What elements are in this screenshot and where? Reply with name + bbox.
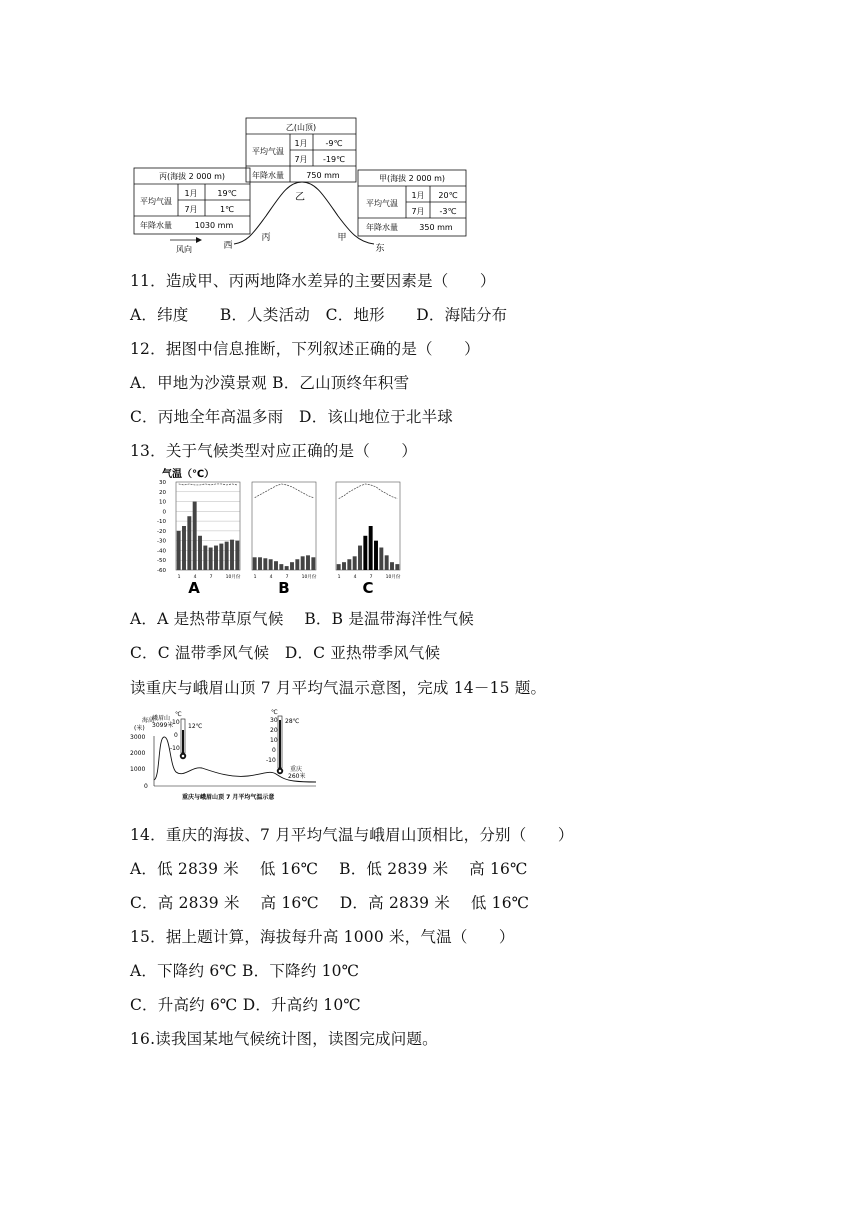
emei-alt: 3099米 [152, 722, 174, 729]
jia-precip-label: 年降水量 [366, 223, 398, 232]
precip-bar [390, 562, 394, 570]
yi-jul: 7月 [294, 155, 308, 164]
precip-bar [347, 559, 351, 570]
climate-charts-figure [148, 466, 418, 594]
jia-jan-val: 20℃ [438, 191, 458, 200]
precip-bar [269, 559, 273, 570]
x-tick-label: 10月份 [225, 575, 241, 580]
q16-stem: 16.读我国某地气候统计图，读图完成问题。 [130, 1030, 438, 1048]
alt-tick-3000: 3000 [130, 734, 146, 741]
therm2-tick-20: 20 [270, 727, 278, 734]
chart-frame [336, 482, 400, 570]
bing-jul-val: 1℃ [219, 205, 235, 214]
y-tick-label: 30 [159, 480, 166, 486]
q15-options-ab: A．下降约 6℃ B．下降约 10℃ [130, 962, 360, 980]
y-tick-label: 20 [159, 489, 166, 496]
west-label: 西 [223, 241, 233, 251]
emei-chongqing-figure [130, 706, 330, 806]
precip-bar [198, 536, 202, 570]
bing-jan-val: 19℃ [217, 189, 237, 198]
intro-14-15: 读重庆与峨眉山顶 7 月平均气温示意图，完成 14－15 题。 [130, 679, 547, 697]
wind-arrow-head [196, 237, 202, 243]
precip-bar [209, 548, 213, 570]
x-tick-label: 4 [269, 575, 273, 580]
precip-bar [337, 564, 341, 570]
precip-bar [203, 546, 207, 570]
precip-bar [219, 544, 223, 570]
precip-bar [342, 562, 346, 570]
y-tick-label: -60 [157, 568, 166, 574]
precip-bar [363, 536, 367, 570]
alt-tick-2000: 2000 [130, 750, 146, 757]
q15-options-cd: C．升高约 6℃ D．升高约 10℃ [130, 996, 361, 1014]
y-tick-label: -30 [157, 538, 166, 545]
emei-temp: 12℃ [188, 723, 203, 730]
temp-line [339, 484, 398, 499]
bing-label: 丙 [261, 233, 271, 243]
jia-jul: 7月 [411, 207, 425, 216]
jia-precip-val: 350 mm [419, 223, 453, 232]
precip-bar [263, 558, 267, 570]
y-tick-label: -40 [157, 548, 166, 555]
q14-options-ab: A．低 2839 米 低 16℃ B．低 2839 米 高 16℃ [130, 860, 528, 878]
chart-label-B: B [278, 579, 290, 594]
q12-options-ab: A．甲地为沙漠景观 B．乙山顶终年积雪 [130, 374, 410, 392]
y-tick-label: -50 [157, 558, 166, 565]
precip-bar [225, 542, 229, 570]
precip-bar [279, 564, 283, 570]
x-tick-label: 4 [193, 575, 197, 580]
precip-bar [295, 559, 299, 570]
x-tick-label: 7 [369, 575, 373, 580]
precip-bar [187, 516, 191, 570]
precip-bar [235, 541, 239, 570]
bing-jul: 7月 [184, 205, 198, 214]
jia-label: 甲 [337, 233, 347, 243]
therm2-unit: ℃ [271, 709, 278, 716]
temp-line [179, 484, 238, 485]
climate-chart-B [252, 482, 317, 594]
therm1-tick-10: 10 [172, 719, 180, 726]
precip-bar [379, 548, 383, 570]
climate-chart-A [176, 482, 241, 594]
q13-options-cd: C．C 温带季风气候 D．C 亚热带季风气候 [130, 644, 441, 662]
climate-chart-C [336, 482, 401, 594]
alt-tick-0: 0 [144, 783, 148, 790]
x-tick-label: 10月份 [385, 575, 401, 580]
q13-stem: 13．关于气候类型对应正确的是（ ） [130, 442, 418, 460]
bing-precip-val: 1030 mm [194, 221, 234, 230]
x-tick-label: 7 [209, 575, 213, 580]
bing-temp-label: 平均气温 [140, 197, 172, 206]
temp-line [255, 484, 314, 498]
alt-unit: (米) [134, 725, 145, 732]
bing-jan: 1月 [184, 189, 198, 198]
therm2-tick-m10: -10 [266, 757, 276, 764]
chart-label-C: C [362, 579, 374, 594]
therm2-tick-30: 30 [270, 717, 278, 724]
q14-stem: 14．重庆的海拔、7 月平均气温与峨眉山顶相比，分别（ ） [130, 826, 574, 844]
x-tick-label: 4 [353, 575, 357, 580]
yi-precip-val: 750 mm [306, 171, 340, 180]
cq-label: 重庆 [290, 766, 303, 773]
thermometer-emei [180, 719, 186, 759]
precip-bar [258, 557, 262, 570]
wind-label: 风向 [176, 245, 192, 254]
figure3-caption: 重庆与峨眉山顶 7 月平均气温示意 [182, 794, 275, 801]
x-tick-label: 1 [253, 575, 257, 580]
bing-title: 丙(海拔 2 000 m) [158, 172, 226, 181]
precip-bar [274, 561, 278, 570]
q15-stem: 15．据上题计算，海拔每升高 1000 米，气温（ ） [130, 928, 515, 946]
chart-temp-title: 气温（℃） [162, 469, 215, 480]
q12-options-cd: C．丙地全年高温多雨 D．该山地位于北半球 [130, 408, 453, 426]
x-tick-label: 1 [337, 575, 341, 580]
jia-jul-val: -3℃ [439, 207, 457, 216]
precip-bar [395, 564, 399, 570]
bing-precip-label: 年降水量 [140, 221, 172, 230]
precip-bar [182, 526, 186, 570]
jia-temp-label: 平均气温 [366, 199, 398, 208]
precip-bar [374, 541, 378, 570]
precip-bar [193, 502, 197, 570]
q13-options-ab: A．A 是热带草原气候 B．B 是温带海洋性气候 [130, 610, 474, 628]
precip-bar [311, 557, 315, 570]
jia-jan: 1月 [411, 191, 425, 200]
therm1-unit: ℃ [175, 711, 182, 718]
yi-jan: 1月 [294, 139, 308, 148]
yi-jan-val: -9℃ [325, 139, 343, 148]
east-label: 东 [375, 244, 385, 254]
precip-bar [230, 540, 234, 570]
q11-options: A．纬度 B．人类活动 C．地形 D．海陆分布 [130, 306, 508, 324]
mountain-climate-figure [130, 116, 470, 256]
precip-bar [290, 562, 294, 570]
yi-title: 乙(山顶) [285, 123, 317, 132]
x-tick-label: 7 [285, 575, 289, 580]
precip-bar [301, 556, 305, 570]
thermometer-chongqing [277, 716, 283, 774]
alt-label: 海高 [142, 717, 155, 724]
therm2-tick-0: 0 [272, 747, 276, 754]
precip-bar [385, 555, 389, 570]
precip-bar [306, 555, 310, 570]
precip-bar [369, 526, 373, 570]
yi-precip-label: 年降水量 [252, 171, 284, 180]
chart-y-axis [157, 480, 166, 574]
y-tick-label: 0 [162, 509, 166, 516]
therm1-tick-0: 0 [174, 732, 178, 739]
therm1-tick-m10: -10 [170, 745, 180, 752]
peak-label: 乙 [295, 192, 305, 203]
x-tick-label: 10月份 [301, 575, 317, 580]
precip-bar [285, 566, 289, 570]
precip-bar [214, 546, 218, 570]
jia-title: 甲(海拔 2 000 m) [378, 174, 446, 183]
alt-tick-1000: 1000 [130, 766, 146, 773]
therm2-tick-10: 10 [270, 737, 278, 744]
y-tick-label: -10 [157, 519, 166, 526]
x-tick-label: 1 [177, 575, 181, 580]
precip-bar [177, 531, 181, 570]
cq-temp: 28℃ [285, 718, 300, 725]
chart-panels [176, 482, 401, 594]
y-tick-label: -20 [157, 528, 166, 535]
chart-label-A: A [188, 579, 200, 594]
emei-label: 峨眉山 [152, 715, 171, 722]
precip-bar [358, 546, 362, 570]
y-tick-label: 10 [159, 499, 166, 506]
precip-bar [253, 557, 257, 570]
q14-options-cd: C．高 2839 米 高 16℃ D．高 2839 米 低 16℃ [130, 894, 530, 912]
q12-stem: 12．据图中信息推断，下列叙述正确的是（ ） [130, 340, 480, 358]
precip-bar [353, 556, 357, 570]
yi-jul-val: -19℃ [322, 155, 346, 164]
cq-alt: 260米 [288, 773, 306, 780]
q11-stem: 11．造成甲、丙两地降水差异的主要因素是（ ） [130, 272, 496, 290]
yi-temp-label: 平均气温 [252, 147, 284, 156]
